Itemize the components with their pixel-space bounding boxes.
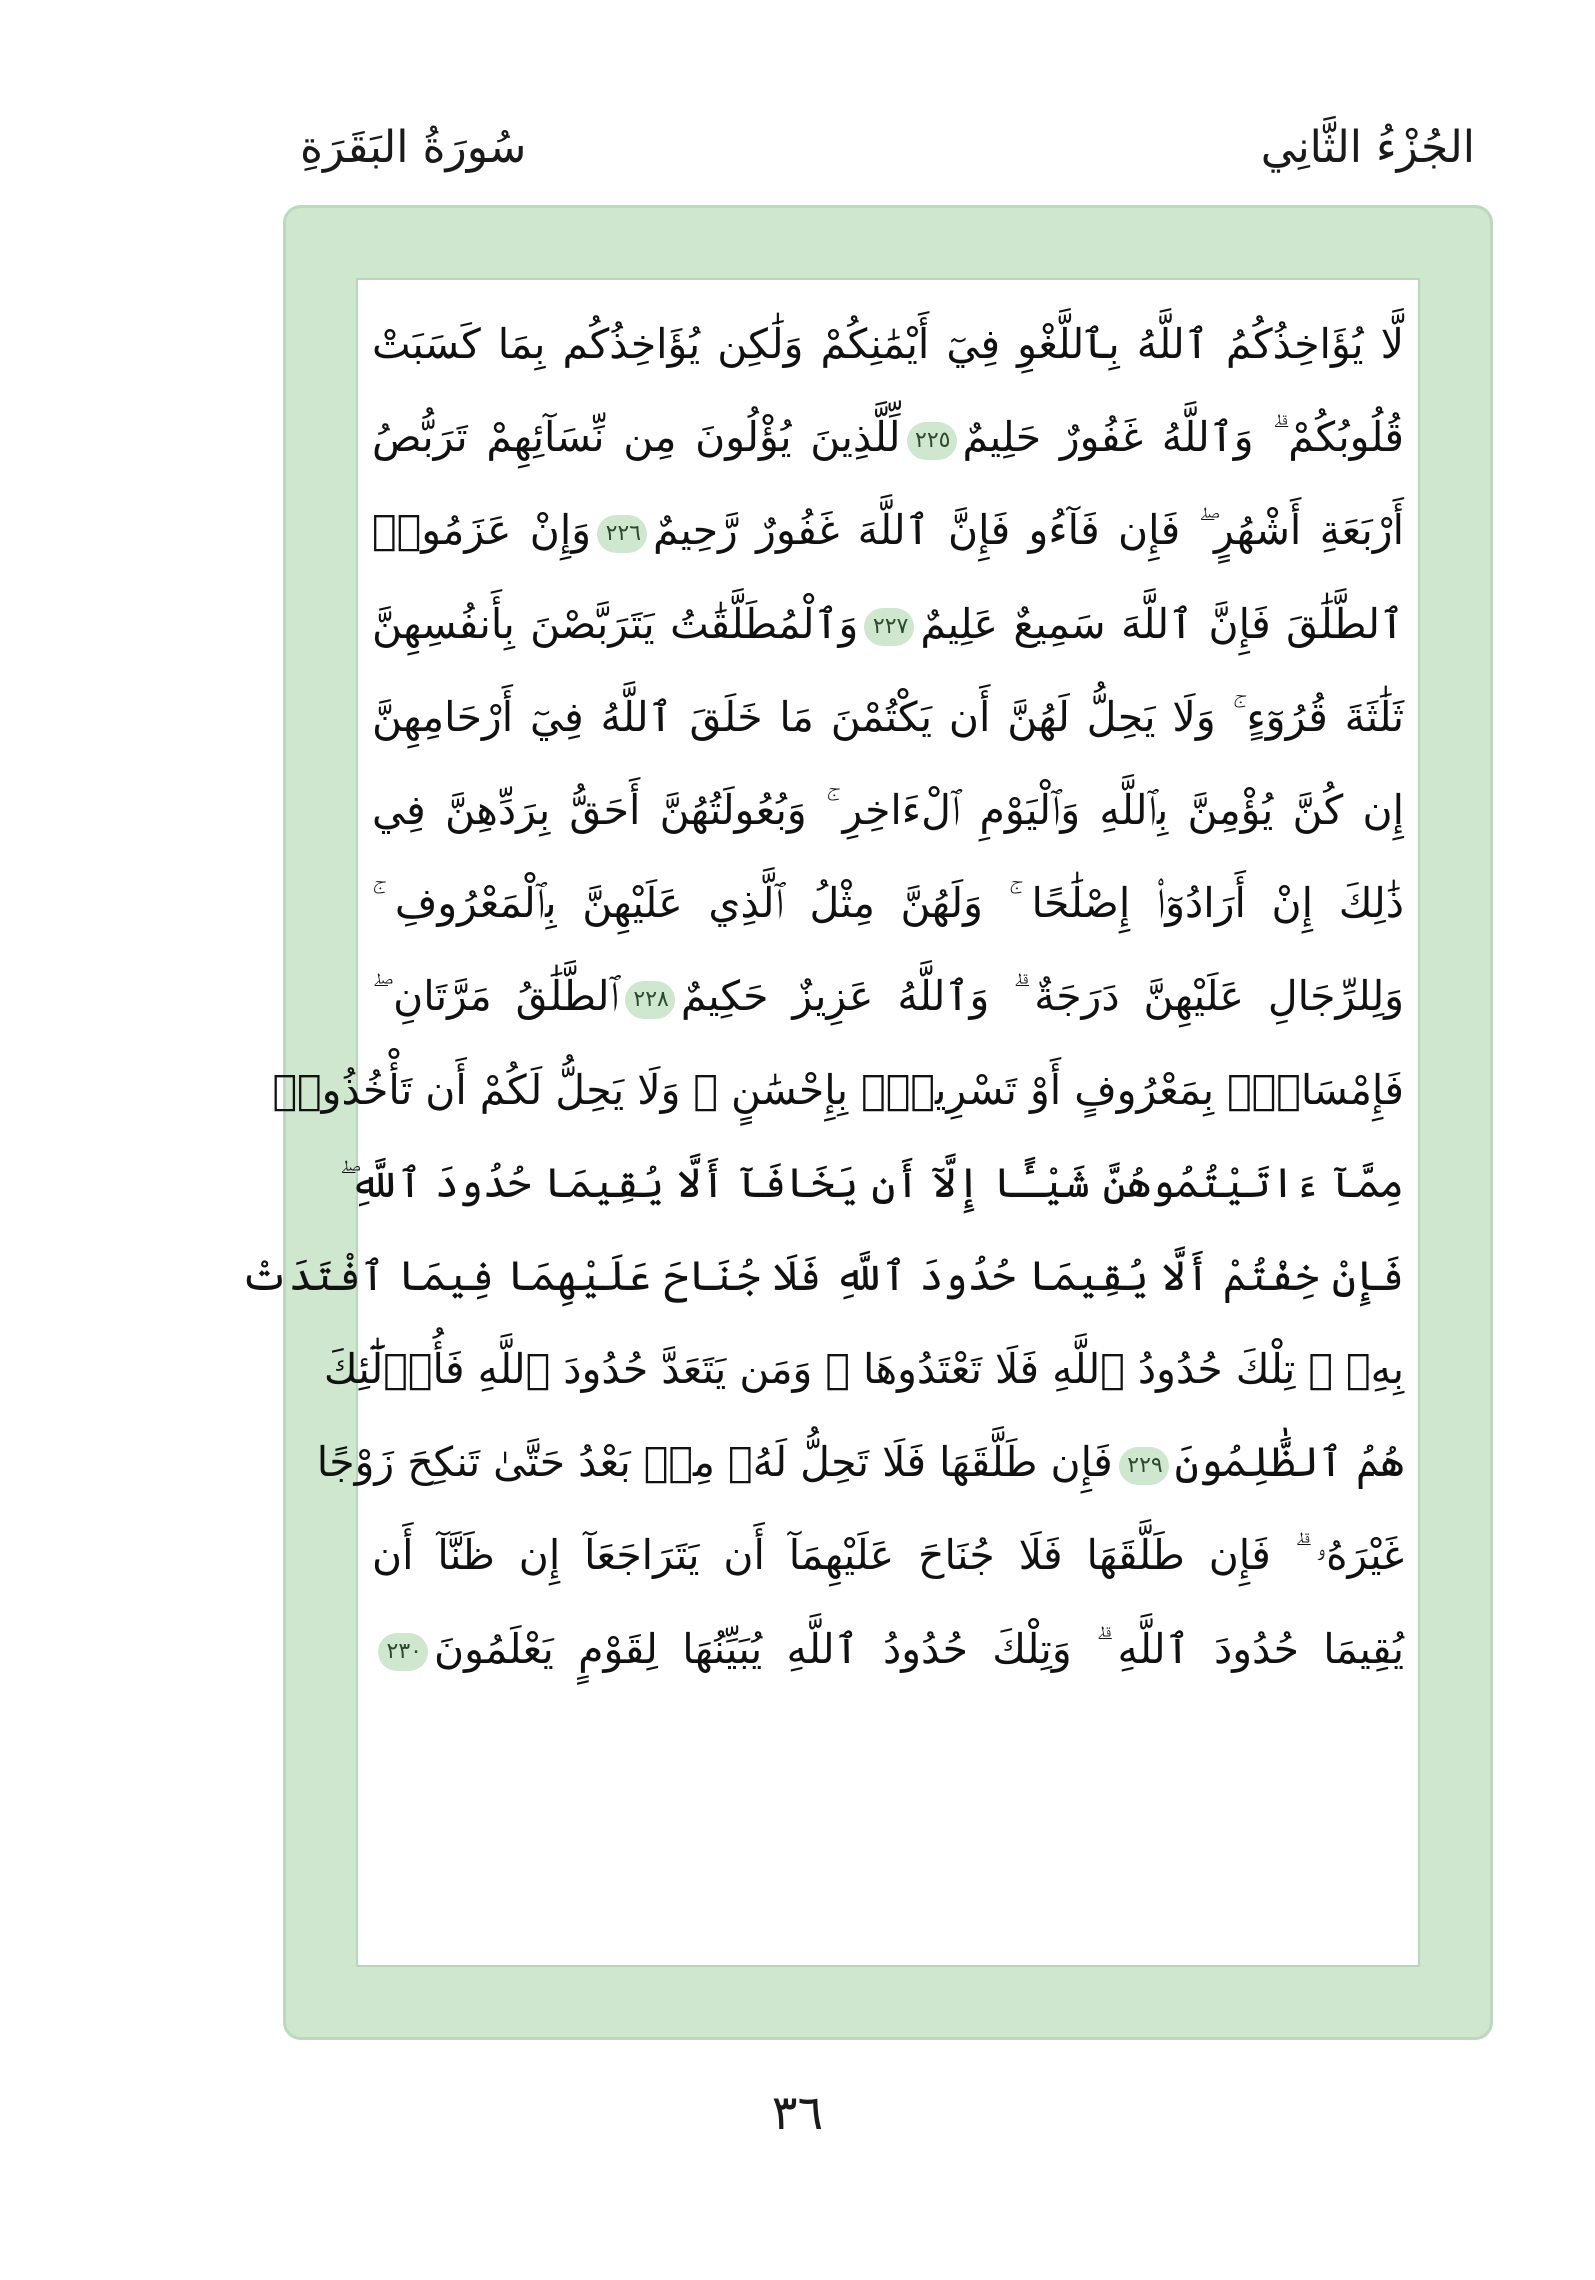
verse-text: بِهِۦ ۗ تِلْكَ حُدُودُ ٱللَّهِ فَلَا تَعْتَدُوهَا ۚ وَمَن يَتَعَدَّ حُدُودَ ٱللَّهِ فَأُو۟لَٰٓئِكَ [323, 1345, 1404, 1394]
verse-text: إِن كُنَّ يُؤْمِنَّ بِٱللَّهِ وَٱلْيَوْمِ ٱلْءَاخِرِ ۚ وَبُعُولَتُهُنَّ أَحَقُّ بِرَدِّهِنَّ فِي [372, 785, 1404, 834]
verse-line-11 [240, 1230, 1404, 1323]
verse-line-4 [372, 578, 1404, 671]
ayah-number-marker: ٢٢٥ [907, 422, 957, 460]
ayah-number-marker: ٢٢٨ [625, 981, 675, 1019]
verse-line-15 [372, 1603, 1404, 1696]
verse-text: قُلُوبُكُمْ ۗ وَٱللَّهُ غَفُورٌ حَلِيمٌ [962, 413, 1404, 462]
verse-line-10 [339, 1137, 1404, 1230]
verse-line-14 [372, 1509, 1404, 1602]
ayah-number-marker: ٢٣٠ [378, 1633, 428, 1671]
verse-text: يُقِيمَا حُدُودَ ٱللَّهِ ۗ وَتِلْكَ حُدُودُ ٱللَّهِ يُبَيِّنُهَا لِقَوْمٍ يَعْلَمُونَ [434, 1624, 1404, 1673]
ayah-number-marker: ٢٢٧ [864, 608, 914, 646]
verse-line-8 [372, 950, 1404, 1043]
verse-text: مِمَّآ ءَاتَيْتُمُوهُنَّ شَيْـًٔا إِلَّآ أَن يَخَافَآ أَلَّا يُقِيمَا حُدُودَ ٱللَّهِ ۖ [339, 1158, 1404, 1207]
verse-text: ٱلطَّلَٰقَ فَإِنَّ ٱللَّهَ سَمِيعٌ عَلِيمٌ [920, 599, 1404, 648]
verse-text: أَرْبَعَةِ أَشْهُرٍ ۖ فَإِن فَآءُو فَإِنَّ ٱللَّهَ غَفُورٌ رَّحِيمٌ [653, 506, 1404, 555]
verse-text: غَيْرَهُۥ ۗ فَإِن طَلَّقَهَا فَلَا جُنَاحَ عَلَيْهِمَآ أَن يَتَرَاجَعَآ إِن ظَنَّآ أَن [372, 1531, 1404, 1580]
verse-lines [240, 298, 1404, 1696]
verse-line-3 [372, 484, 1404, 577]
verse-text: وَلِلرِّجَالِ عَلَيْهِنَّ دَرَجَةٌ ۗ وَٱللَّهُ عَزِيزٌ حَكِيمٌ [680, 972, 1404, 1021]
verse-line-5 [372, 671, 1404, 764]
verse-text: لِّلَّذِينَ يُؤْلُونَ مِن نِّسَآئِهِمْ تَرَبُّصُ [372, 413, 901, 462]
decorative-page-frame [240, 205, 1493, 2040]
verse-text: وَٱلْمُطَلَّقَٰتُ يَتَرَبَّصْنَ بِأَنفُسِهِنَّ [372, 599, 859, 648]
verse-text-panel [240, 280, 1418, 1965]
verse-line-12 [323, 1323, 1404, 1416]
verse-text: لَّا يُؤَاخِذُكُمُ ٱللَّهُ بِٱللَّغْوِ فِيٓ أَيْمَٰنِكُمْ وَلَٰكِن يُؤَاخِذُكُم بِمَا كَسَبَتْ [372, 320, 1404, 368]
verse-text: ذَٰلِكَ إِنْ أَرَادُوٓا۟ إِصْلَٰحًا ۚ وَلَهُنَّ مِثْلُ ٱلَّذِي عَلَيْهِنَّ بِٱلْمَعْرُوفِ ۚ [372, 879, 1404, 928]
verse-line-9 [272, 1044, 1404, 1137]
verse-text: فَإِن طَلَّقَهَا فَلَا تَحِلُّ لَهُۥ مِنۢ بَعْدُ حَتَّىٰ تَنكِحَ زَوْجًا [316, 1438, 1113, 1487]
verse-line-6 [372, 764, 1404, 857]
verse-line-7 [372, 857, 1404, 950]
verse-line-1 [372, 298, 1404, 391]
verse-text: فَإِمْسَاكٌۢ بِمَعْرُوفٍ أَوْ تَسْرِيحٌۢ بِإِحْسَٰنٍ ۗ وَلَا يَحِلُّ لَكُمْ أَن تَأْخُذُوا۟ [272, 1065, 1404, 1114]
ayah-number-marker: ٢٢٩ [1119, 1447, 1169, 1485]
verse-text: ثَلَٰثَةَ قُرُوٓءٍ ۚ وَلَا يَحِلُّ لَهُنَّ أَن يَكْتُمْنَ مَا خَلَقَ ٱللَّهُ فِيٓ أَرْحَامِهِنَّ [372, 692, 1404, 741]
juz-name-header: الجُزْءُ الثَّانِي [1260, 122, 1475, 173]
verse-line-13 [316, 1416, 1404, 1509]
surah-name-header: سُورَةُ البَقَرَةِ [300, 122, 527, 173]
verse-text: فَإِنْ خِفْتُمْ أَلَّا يُقِيمَا حُدُودَ ٱللَّهِ فَلَا جُنَاحَ عَلَيْهِمَا فِيمَا ٱفْتَدَتْ [240, 1251, 1404, 1300]
verse-text: هُمُ ٱلظَّٰلِمُونَ [1174, 1438, 1404, 1487]
verse-text: وَإِنْ عَزَمُوا۟ [372, 506, 592, 555]
verse-text: ٱلطَّلَٰقُ مَرَّتَانِ ۖ [372, 972, 619, 1021]
ayah-number-marker: ٢٢٦ [597, 515, 647, 553]
page-number: ٣٦ [771, 2085, 824, 2141]
verse-line-2 [372, 391, 1404, 484]
